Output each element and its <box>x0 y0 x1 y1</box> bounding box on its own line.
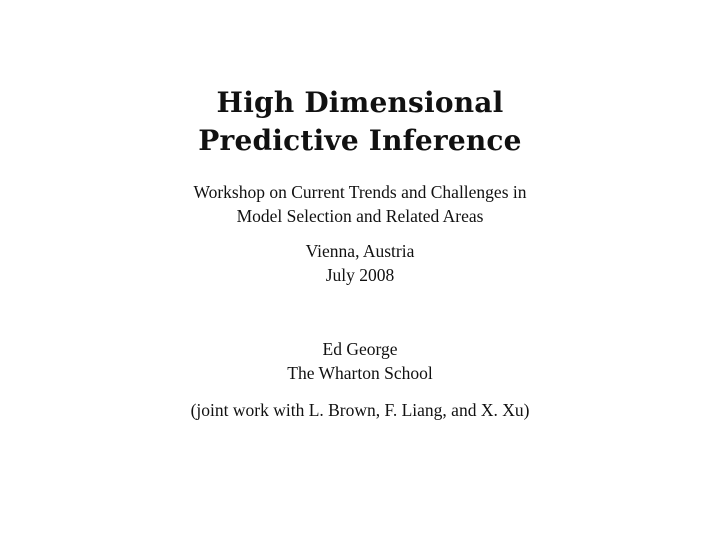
location: Vienna, Austria <box>305 241 415 261</box>
title-line-1: High Dimensional <box>216 86 504 119</box>
collaborators: (joint work with L. Brown, F. Liang, and X. Xu) <box>190 400 530 420</box>
author-name: Ed George <box>322 339 398 359</box>
workshop-name-line-1: Workshop on Current Trends and Challenges in <box>193 182 527 202</box>
workshop-name-line-2: Model Selection and Related Areas <box>236 206 484 226</box>
date: July 2008 <box>325 265 395 285</box>
author-affiliation: The Wharton School <box>287 363 433 383</box>
title-line-2: Predictive Inference <box>198 124 522 157</box>
